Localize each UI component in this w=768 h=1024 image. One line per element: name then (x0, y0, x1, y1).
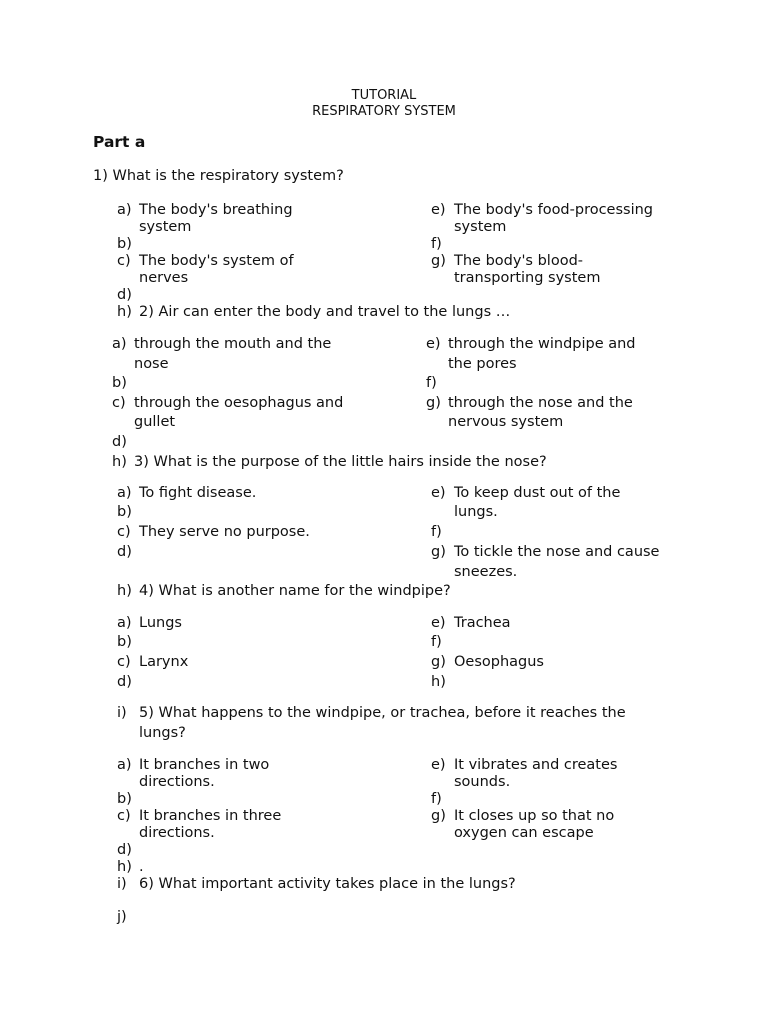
option-marker: c) (117, 253, 131, 269)
option-marker: a) (117, 615, 132, 631)
option-marker: h) (112, 454, 127, 470)
option-text: through the mouth and the (134, 336, 332, 352)
option-text: system (454, 219, 507, 235)
document-title: TUTORIAL (351, 88, 417, 103)
option-text: directions. (139, 825, 215, 841)
option-text: Oesophagus (454, 654, 544, 670)
option-marker: a) (112, 336, 127, 352)
option-text: nose (134, 356, 169, 372)
option-text: sounds. (454, 774, 511, 790)
option-marker: h) (117, 859, 132, 875)
option-text: lungs. (454, 504, 498, 520)
option-text: The body's food-processing (454, 202, 654, 218)
option-marker: f) (426, 375, 437, 391)
question-2: 2) Air can enter the body and travel to the lungs … (139, 304, 511, 320)
option-text: sneezes. (454, 564, 518, 580)
option-text: It vibrates and creates (454, 757, 618, 773)
option-marker: e) (431, 757, 446, 773)
option-text: oxygen can escape (454, 825, 594, 841)
option-text: system (139, 219, 192, 235)
option-text: through the oesophagus and (134, 395, 344, 411)
option-marker: f) (431, 634, 442, 650)
question-6: 6) What important activity takes place in the lungs? (139, 876, 516, 892)
option-marker: e) (431, 202, 446, 218)
option-text: To keep dust out of the (454, 485, 621, 501)
option-marker: c) (117, 654, 131, 670)
option-marker: g) (426, 395, 441, 411)
option-marker: b) (117, 236, 132, 252)
option-text: Lungs (139, 615, 182, 631)
option-text: the pores (448, 356, 517, 372)
option-marker: j) (117, 909, 127, 925)
option-marker: g) (431, 654, 446, 670)
document-subtitle: RESPIRATORY SYSTEM (312, 104, 456, 119)
option-marker: b) (117, 634, 132, 650)
option-marker: e) (426, 336, 441, 352)
option-marker: d) (117, 674, 132, 690)
question-1: 1) What is the respiratory system? (93, 168, 344, 184)
option-marker: a) (117, 757, 132, 773)
option-marker: c) (117, 524, 131, 540)
option-text: They serve no purpose. (139, 524, 310, 540)
option-text: transporting system (454, 270, 601, 286)
option-marker: e) (431, 485, 446, 501)
option-text: gullet (134, 414, 176, 430)
option-text: To fight disease. (139, 485, 257, 501)
option-marker: e) (431, 615, 446, 631)
option-marker: g) (431, 544, 446, 560)
option-text: It closes up so that no (454, 808, 615, 824)
option-marker: h) (117, 304, 132, 320)
option-marker: g) (431, 808, 446, 824)
question-4: 4) What is another name for the windpipe? (139, 583, 451, 599)
option-marker: f) (431, 524, 442, 540)
option-marker: a) (117, 202, 132, 218)
option-text: The body's breathing (139, 202, 293, 218)
option-text: Larynx (139, 654, 189, 670)
option-text: through the windpipe and (448, 336, 636, 352)
option-text: The body's blood- (454, 253, 583, 269)
option-text: It branches in three (139, 808, 282, 824)
option-text: nerves (139, 270, 189, 286)
option-text: directions. (139, 774, 215, 790)
option-marker: d) (117, 544, 132, 560)
option-marker: f) (431, 791, 442, 807)
option-marker: b) (117, 504, 132, 520)
question-5-continued: lungs? (139, 725, 186, 741)
option-marker: c) (112, 395, 126, 411)
question-5: 5) What happens to the windpipe, or trachea, before it reaches the (139, 705, 626, 721)
option-marker: d) (117, 287, 132, 303)
question-3: 3) What is the purpose of the little hairs inside the nose? (134, 454, 547, 470)
option-marker: a) (117, 485, 132, 501)
option-marker: i) (117, 876, 127, 892)
option-text: Trachea (454, 615, 511, 631)
option-marker: b) (117, 791, 132, 807)
option-marker: i) (117, 705, 127, 721)
option-text: nervous system (448, 414, 564, 430)
option-text: To tickle the nose and cause (454, 544, 660, 560)
option-marker: d) (117, 842, 132, 858)
option-marker: c) (117, 808, 131, 824)
option-text: through the nose and the (448, 395, 633, 411)
option-marker: g) (431, 253, 446, 269)
option-marker: f) (431, 236, 442, 252)
option-text: It branches in two (139, 757, 270, 773)
section-heading: Part a (93, 133, 146, 151)
option-marker: h) (431, 674, 446, 690)
option-text: . (139, 859, 144, 875)
option-text: The body's system of (139, 253, 294, 269)
option-marker: d) (112, 434, 127, 450)
option-marker: h) (117, 583, 132, 599)
option-marker: b) (112, 375, 127, 391)
